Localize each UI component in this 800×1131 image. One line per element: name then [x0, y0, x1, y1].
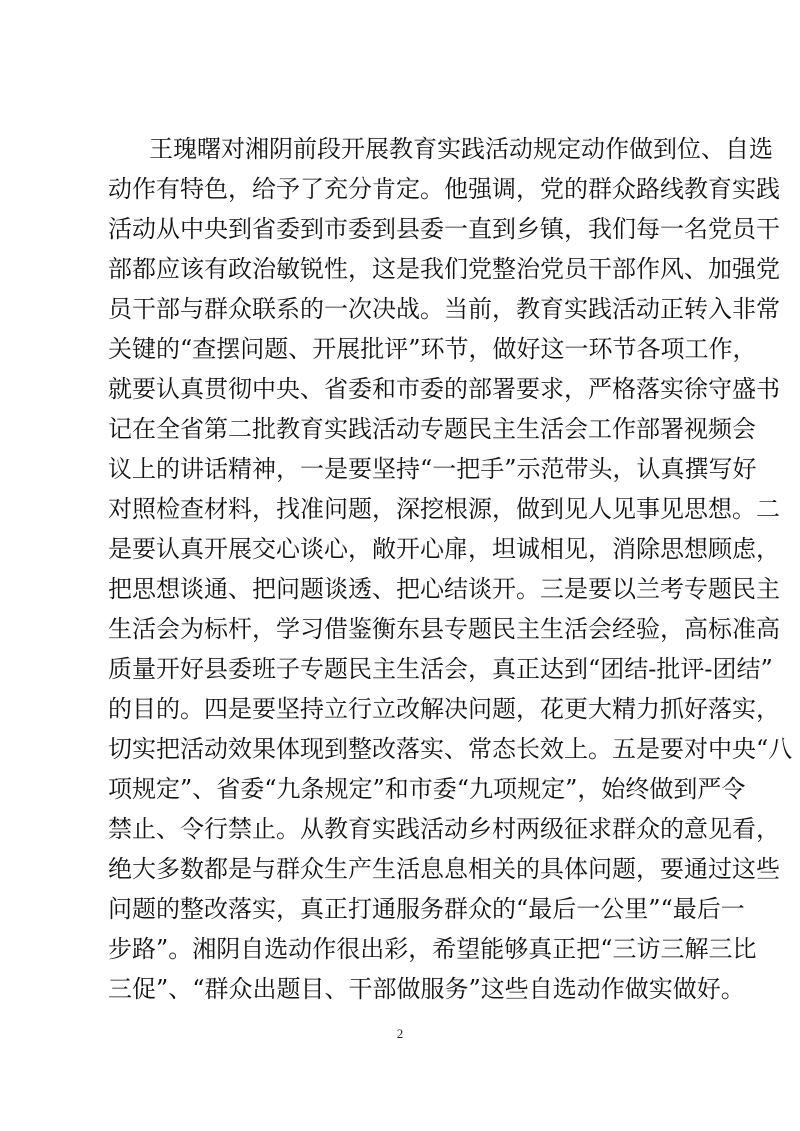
paragraph-line: 对照检查材料，找准问题，深挖根源，做到见人见事见思想。二 [108, 495, 780, 523]
paragraph-line: 就要认真贯彻中央、省委和市委的部署要求，严格落实徐守盛书 [108, 375, 780, 403]
page-number: 2 [396, 1026, 404, 1041]
paragraph-line: 把思想谈通、把问题谈透、把心结谈开。三是要以兰考专题民主 [108, 575, 780, 603]
paragraph-line: 是要认真开展交心谈心，敞开心扉，坦诚相见，消除思想顾虑， [108, 535, 780, 563]
paragraph-line: 动作有特色，给予了充分肯定。他强调，党的群众路线教育实践 [108, 175, 780, 203]
paragraph-line: 员干部与群众联系的一次决战。当前，教育实践活动正转入非常 [108, 295, 780, 323]
paragraph-line: 切实把活动效果体现到整改落实、常态长效上。五是要对中央“八 [108, 735, 793, 763]
body-paragraph [108, 129, 793, 1009]
paragraph-line: 项规定”、省委“九条规定”和市委“九项规定”，始终做到严令 [108, 775, 746, 803]
paragraph-line: 议上的讲话精神，一是要坚持“一把手”示范带头，认真撰写好 [108, 455, 757, 483]
paragraph-line: 记在全省第二批教育实践活动专题民主生活会工作部署视频会 [108, 415, 756, 443]
paragraph-line: 活动从中央到省委到市委到县委一直到乡镇，我们每一名党员干 [108, 215, 780, 243]
paragraph-line: 关键的“查摆问题、开展批评”环节，做好这一环节各项工作， [108, 335, 757, 363]
paragraph-line: 生活会为标杆，学习借鉴衡东县专题民主生活会经验，高标准高 [108, 615, 780, 643]
paragraph-line: 王瑰曙对湘阴前段开展教育实践活动规定动作做到位、自选 [149, 135, 773, 163]
paragraph-line: 部都应该有政治敏锐性，这是我们党整治党员干部作风、加强党 [108, 255, 780, 283]
paragraph-line: 的目的。四是要坚持立行立改解决问题，花更大精力抓好落实， [108, 695, 780, 723]
paragraph-line: 步路”。湘阴自选动作很出彩，希望能够真正把“三访三解三比 [108, 935, 757, 963]
paragraph-line: 三促”、“群众出题目、干部做服务”这些自选动作做实做好。 [108, 975, 745, 1003]
paragraph-line: 问题的整改落实，真正打通服务群众的“最后一公里”“最后一 [108, 895, 745, 923]
paragraph-line: 禁止、令行禁止。从教育实践活动乡村两级征求群众的意见看， [108, 815, 780, 843]
paragraph-line: 质量开好县委班子专题民主生活会，真正达到“团结-批评-团结” [108, 655, 773, 683]
paragraph-line: 绝大多数都是与群众生产生活息息相关的具体问题，要通过这些 [108, 855, 780, 883]
